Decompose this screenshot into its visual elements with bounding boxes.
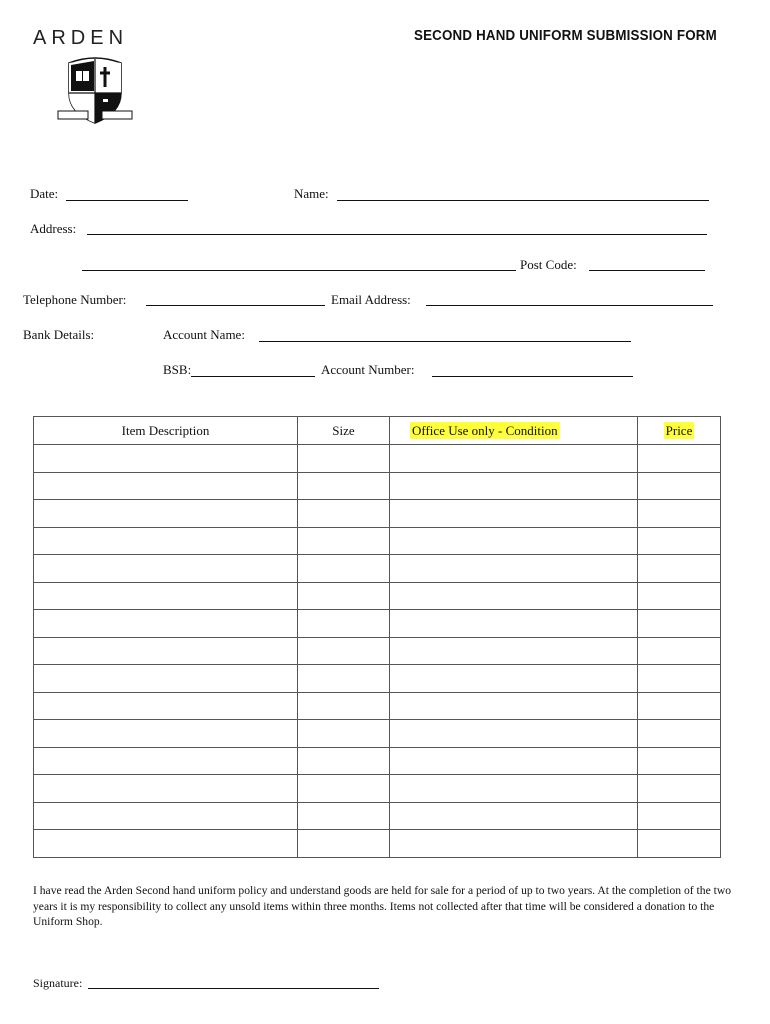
price-cell[interactable] [638, 555, 721, 583]
item-description-cell[interactable] [34, 445, 298, 473]
condition-cell[interactable] [390, 582, 638, 610]
form-title: SECOND HAND UNIFORM SUBMISSION FORM [414, 28, 717, 44]
size-cell[interactable] [298, 775, 390, 803]
header-size-text: Size [332, 422, 355, 438]
condition-cell[interactable] [390, 775, 638, 803]
account-number-field[interactable] [432, 376, 633, 377]
header-item-description [34, 417, 298, 445]
condition-cell[interactable] [390, 747, 638, 775]
signature-field[interactable] [88, 988, 379, 989]
item-description-cell[interactable] [34, 610, 298, 638]
table-row [34, 692, 721, 720]
account-number-label: Account Number: [321, 362, 415, 377]
date-field[interactable] [66, 200, 188, 201]
table-row [34, 445, 721, 473]
size-cell[interactable] [298, 637, 390, 665]
table-row [34, 747, 721, 775]
bsb-label: BSB: [163, 362, 192, 377]
address-field-line-2[interactable] [82, 270, 516, 271]
price-cell[interactable] [638, 775, 721, 803]
size-cell[interactable] [298, 665, 390, 693]
item-description-cell[interactable] [34, 500, 298, 528]
size-cell[interactable] [298, 610, 390, 638]
size-cell[interactable] [298, 692, 390, 720]
table-header-row [34, 417, 721, 445]
item-description-cell[interactable] [34, 472, 298, 500]
header-price [638, 417, 721, 445]
price-cell[interactable] [638, 720, 721, 748]
post-code-field[interactable] [589, 270, 705, 271]
price-cell[interactable] [638, 527, 721, 555]
address-label: Address: [30, 221, 77, 236]
condition-cell[interactable] [390, 445, 638, 473]
header-item-description-text: Item Description [121, 422, 210, 438]
account-name-label: Account Name: [163, 327, 245, 342]
item-description-cell[interactable] [34, 802, 298, 830]
telephone-label: Telephone Number: [23, 292, 127, 307]
condition-cell[interactable] [390, 830, 638, 858]
size-cell[interactable] [298, 500, 390, 528]
table-row [34, 610, 721, 638]
price-cell[interactable] [638, 747, 721, 775]
price-cell[interactable] [638, 802, 721, 830]
signature-label: Signature: [33, 976, 83, 990]
condition-cell[interactable] [390, 637, 638, 665]
price-cell[interactable] [638, 472, 721, 500]
brand-logo-text: ARDEN [33, 27, 129, 49]
table-row [34, 830, 721, 858]
table-row [34, 802, 721, 830]
item-description-cell[interactable] [34, 830, 298, 858]
school-crest-icon [57, 55, 133, 127]
date-label: Date: [30, 186, 59, 201]
condition-cell[interactable] [390, 665, 638, 693]
condition-cell[interactable] [390, 555, 638, 583]
condition-cell[interactable] [390, 692, 638, 720]
condition-cell[interactable] [390, 720, 638, 748]
price-cell[interactable] [638, 665, 721, 693]
size-cell[interactable] [298, 527, 390, 555]
address-field-line-1[interactable] [87, 234, 707, 235]
bank-details-label: Bank Details: [23, 327, 95, 342]
size-cell[interactable] [298, 472, 390, 500]
condition-cell[interactable] [390, 802, 638, 830]
post-code-label: Post Code: [520, 257, 577, 272]
bsb-field[interactable] [191, 376, 315, 377]
size-cell[interactable] [298, 582, 390, 610]
telephone-field[interactable] [146, 305, 325, 306]
condition-cell[interactable] [390, 500, 638, 528]
condition-cell[interactable] [390, 472, 638, 500]
table-row [34, 500, 721, 528]
price-cell[interactable] [638, 637, 721, 665]
item-description-cell[interactable] [34, 665, 298, 693]
item-description-cell[interactable] [34, 582, 298, 610]
condition-cell[interactable] [390, 610, 638, 638]
item-description-cell[interactable] [34, 555, 298, 583]
header-price-text: Price [665, 422, 693, 438]
table-row [34, 582, 721, 610]
header-condition [390, 417, 638, 445]
items-table [33, 416, 721, 858]
header-size [298, 417, 390, 445]
table-row [34, 665, 721, 693]
size-cell[interactable] [298, 747, 390, 775]
size-cell[interactable] [298, 445, 390, 473]
item-description-cell[interactable] [34, 637, 298, 665]
item-description-cell[interactable] [34, 747, 298, 775]
price-cell[interactable] [638, 445, 721, 473]
size-cell[interactable] [298, 555, 390, 583]
condition-cell[interactable] [390, 527, 638, 555]
size-cell[interactable] [298, 830, 390, 858]
table-row [34, 720, 721, 748]
price-cell[interactable] [638, 500, 721, 528]
price-cell[interactable] [638, 692, 721, 720]
size-cell[interactable] [298, 802, 390, 830]
account-name-field[interactable] [259, 341, 631, 342]
item-description-cell[interactable] [34, 692, 298, 720]
policy-statement: I have read the Arden Second hand uniform policy and understand goods are held for sale for a period of up to two years. At the completion of the two years it is my responsibility to collect any unsold items within three months. Items not collected after that time will be considered a donation to the Uniform Shop. [33, 884, 732, 928]
table-row [34, 527, 721, 555]
email-field[interactable] [426, 305, 713, 306]
name-label: Name: [294, 186, 329, 201]
price-cell[interactable] [638, 830, 721, 858]
item-description-cell[interactable] [34, 720, 298, 748]
name-field[interactable] [337, 200, 709, 201]
table-row [34, 637, 721, 665]
price-cell[interactable] [638, 610, 721, 638]
item-description-cell[interactable] [34, 527, 298, 555]
price-cell[interactable] [638, 582, 721, 610]
table-row [34, 555, 721, 583]
table-row [34, 775, 721, 803]
table-row [34, 472, 721, 500]
item-description-cell[interactable] [34, 775, 298, 803]
email-label: Email Address: [331, 292, 411, 307]
header-condition-text: Office Use only - Condition [412, 422, 558, 438]
size-cell[interactable] [298, 720, 390, 748]
